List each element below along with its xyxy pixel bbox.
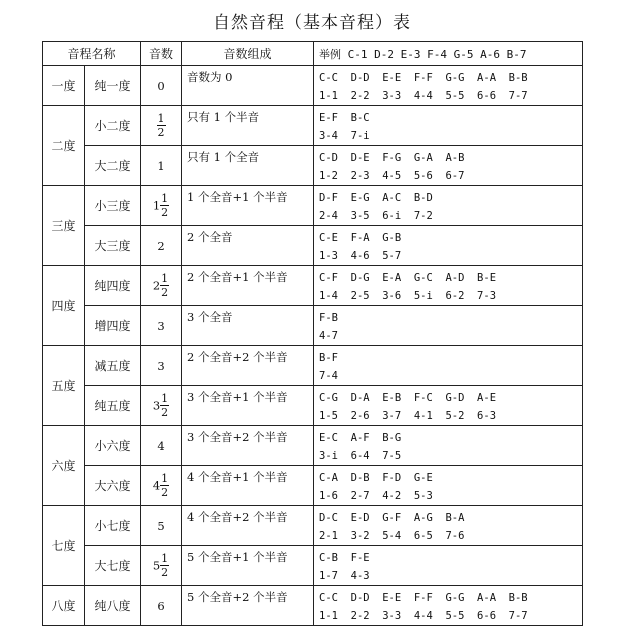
interval-composition: 2 个全音+1 个半音 <box>182 266 314 306</box>
fraction-numerator: 1 <box>161 552 169 565</box>
interval-composition: 2 个全音+2 个半音 <box>182 346 314 386</box>
fraction-denominator: 2 <box>161 406 169 419</box>
count-fraction <box>160 473 169 498</box>
count-whole: 3 <box>152 398 161 413</box>
example-numbers: 1-2 2-3 4-5 5-6 6-7 <box>319 170 465 182</box>
interval-composition: 4 个全音+1 个半音 <box>182 466 314 506</box>
example-letters: C-E F-A G-B <box>319 232 402 244</box>
table-row <box>43 506 583 546</box>
interval-name: 小六度 <box>85 426 141 466</box>
example-numbers: 1-1 2-2 3-3 4-4 5-5 6-6 7-7 <box>319 610 528 622</box>
table-row <box>43 306 583 346</box>
interval-name: 大三度 <box>85 226 141 266</box>
interval-composition: 只有 1 个半音 <box>182 106 314 146</box>
fraction-numerator: 1 <box>161 192 169 205</box>
fraction-numerator: 1 <box>161 472 169 485</box>
interval-examples <box>314 146 583 186</box>
example-letters: C-G D-A E-B F-C G-D A-E <box>319 392 497 404</box>
table-row <box>43 426 583 466</box>
example-letters: D-F E-G A-C B-D <box>319 192 433 204</box>
header-name: 音程名称 <box>43 42 141 66</box>
interval-composition: 2 个全音 <box>182 226 314 266</box>
interval-examples <box>314 106 583 146</box>
example-numbers: 1-6 2-7 4-2 5-3 <box>319 490 433 502</box>
semitone-count: 0 <box>141 66 182 106</box>
interval-group-label: 六度 <box>43 426 85 506</box>
header-row <box>43 42 583 66</box>
interval-composition: 3 个全音+2 个半音 <box>182 426 314 466</box>
example-numbers: 2-1 3-2 5-4 6-5 7-6 <box>319 530 465 542</box>
interval-group-label: 五度 <box>43 346 85 426</box>
interval-examples <box>314 586 583 626</box>
fraction-denominator: 2 <box>161 206 169 219</box>
count-fraction <box>160 393 169 418</box>
example-numbers: 3-i 6-4 7-5 <box>319 450 402 462</box>
fraction-denominator: 2 <box>161 486 169 499</box>
count-fraction <box>160 273 169 298</box>
count-whole: 1 <box>152 198 161 213</box>
example-letters: E-C A-F B-G <box>319 432 402 444</box>
interval-composition: 3 个全音 <box>182 306 314 346</box>
page-title: 自然音程（基本音程）表 <box>213 13 411 33</box>
interval-examples <box>314 346 583 386</box>
interval-name: 大二度 <box>85 146 141 186</box>
fraction-numerator: 1 <box>161 272 169 285</box>
semitone-count: 3 <box>141 346 182 386</box>
interval-examples <box>314 506 583 546</box>
table-row <box>43 546 583 586</box>
interval-examples <box>314 186 583 226</box>
interval-name: 小三度 <box>85 186 141 226</box>
fraction-denominator: 2 <box>161 286 169 299</box>
semitone-count <box>141 386 182 426</box>
table-row <box>43 186 583 226</box>
example-letters: C-B F-E <box>319 552 370 564</box>
table-row <box>43 66 583 106</box>
interval-examples <box>314 466 583 506</box>
table-row <box>43 466 583 506</box>
interval-name: 大六度 <box>85 466 141 506</box>
semitone-count <box>141 266 182 306</box>
interval-group-label: 四度 <box>43 266 85 346</box>
semitone-count <box>141 546 182 586</box>
interval-composition: 音数为 0 <box>182 66 314 106</box>
semitone-count <box>141 106 182 146</box>
example-letters: C-D D-E F-G G-A A-B <box>319 152 465 164</box>
semitone-count <box>141 186 182 226</box>
example-numbers: 1-5 2-6 3-7 4-1 5-2 6-3 <box>319 410 497 422</box>
interval-name: 纯一度 <box>85 66 141 106</box>
interval-examples <box>314 226 583 266</box>
table-row <box>43 586 583 626</box>
interval-name: 增四度 <box>85 306 141 346</box>
example-numbers: 1-4 2-5 3-6 5-i 6-2 7-3 <box>319 290 497 302</box>
count-fraction <box>160 193 169 218</box>
example-letters: F-B <box>319 312 338 324</box>
interval-composition: 1 个全音+1 个半音 <box>182 186 314 226</box>
semitone-count: 6 <box>141 586 182 626</box>
interval-group-label: 七度 <box>43 506 85 586</box>
semitone-count: 1 <box>141 146 182 186</box>
fraction-numerator: 1 <box>161 392 169 405</box>
table-row <box>43 106 583 146</box>
interval-composition: 5 个全音+1 个半音 <box>182 546 314 586</box>
example-letters: C-C D-D E-E F-F G-G A-A B-B <box>319 72 528 84</box>
example-letters: D-C E-D G-F A-G B-A <box>319 512 465 524</box>
example-numbers: 2-4 3-5 6-i 7-2 <box>319 210 433 222</box>
interval-name: 小七度 <box>85 506 141 546</box>
interval-composition: 只有 1 个全音 <box>182 146 314 186</box>
example-numbers: 4-7 <box>319 330 338 342</box>
table-row <box>43 146 583 186</box>
interval-group-label: 八度 <box>43 586 85 626</box>
interval-composition: 5 个全音+2 个半音 <box>182 586 314 626</box>
semitone-count: 2 <box>141 226 182 266</box>
interval-name: 大七度 <box>85 546 141 586</box>
count-whole: 5 <box>152 558 161 573</box>
table-row <box>43 226 583 266</box>
count-fraction <box>160 553 169 578</box>
semitone-count <box>141 466 182 506</box>
fraction-numerator: 1 <box>157 112 165 125</box>
example-numbers: 3-4 7-i <box>319 130 370 142</box>
semitone-count: 3 <box>141 306 182 346</box>
interval-table <box>42 41 583 626</box>
example-numbers: 1-1 2-2 3-3 4-4 5-5 6-6 7-7 <box>319 90 528 102</box>
semitone-count: 4 <box>141 426 182 466</box>
count-whole: 4 <box>152 478 161 493</box>
interval-examples <box>314 426 583 466</box>
example-letters: C-F D-G E-A G-C A-D B-E <box>319 272 497 284</box>
example-letters: B-F <box>319 352 338 364</box>
interval-examples <box>314 266 583 306</box>
interval-name: 减五度 <box>85 346 141 386</box>
interval-examples <box>314 66 583 106</box>
interval-group-label: 二度 <box>43 106 85 186</box>
header-example: 举例 C-1 D-2 E-3 F-4 G-5 A-6 B-7 <box>314 42 583 66</box>
count-whole: 2 <box>152 278 161 293</box>
example-letters: C-C D-D E-E F-F G-G A-A B-B <box>319 592 528 604</box>
interval-group-label: 一度 <box>43 66 85 106</box>
interval-name: 纯四度 <box>85 266 141 306</box>
table-row <box>43 386 583 426</box>
interval-group-label: 三度 <box>43 186 85 266</box>
example-letters: E-F B-C <box>319 112 370 124</box>
header-composition: 音数组成 <box>182 42 314 66</box>
example-numbers: 1-3 4-6 5-7 <box>319 250 402 262</box>
interval-name: 纯五度 <box>85 386 141 426</box>
interval-composition: 4 个全音+2 个半音 <box>182 506 314 546</box>
interval-name: 小二度 <box>85 106 141 146</box>
interval-examples <box>314 306 583 346</box>
table-row <box>43 266 583 306</box>
semitone-count: 5 <box>141 506 182 546</box>
fraction-denominator: 2 <box>157 126 165 139</box>
interval-name: 纯八度 <box>85 586 141 626</box>
table-body <box>43 66 583 626</box>
example-numbers: 1-7 4-3 <box>319 570 370 582</box>
interval-composition: 3 个全音+1 个半音 <box>182 386 314 426</box>
fraction-denominator: 2 <box>161 566 169 579</box>
example-letters: C-A D-B F-D G-E <box>319 472 433 484</box>
interval-examples <box>314 546 583 586</box>
header-count: 音数 <box>141 42 182 66</box>
example-numbers: 7-4 <box>319 370 338 382</box>
table-row <box>43 346 583 386</box>
interval-examples <box>314 386 583 426</box>
count-fraction <box>157 113 166 138</box>
